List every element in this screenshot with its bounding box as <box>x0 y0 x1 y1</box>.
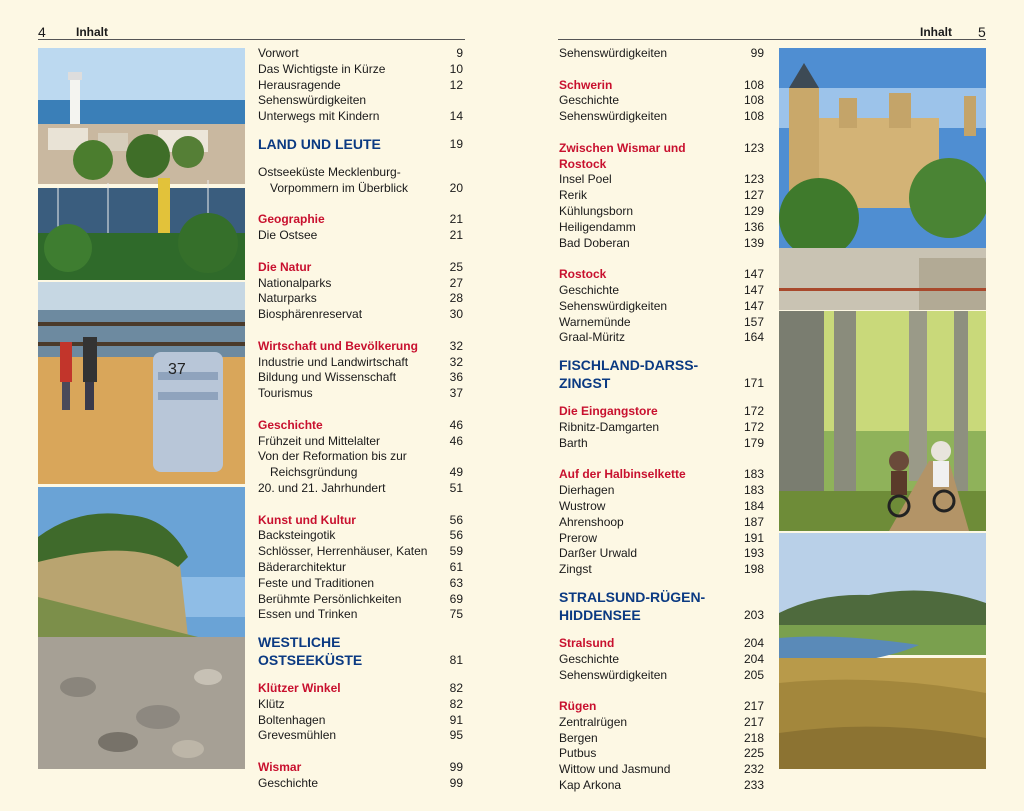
toc-entry <box>258 370 463 386</box>
toc-entry-title: Reichsgründung <box>270 465 358 480</box>
toc-entry-title: Die Natur <box>258 259 312 274</box>
toc-entry-page: 183 <box>743 467 764 482</box>
toc-entry-title: Dierhagen <box>559 483 615 498</box>
toc-entry-title: Rostock <box>559 267 607 282</box>
toc-entry-title: Rerik <box>559 188 588 203</box>
toc-entry-title: Nationalparks <box>258 275 332 290</box>
toc-entry-title: Sehenswürdigkeiten <box>559 46 668 60</box>
toc-entry-page: 63 <box>449 575 463 590</box>
toc-section-heading <box>258 633 463 669</box>
right-running-head: Inhalt <box>920 25 952 39</box>
toc-chapter-heading <box>258 418 463 434</box>
toc-entry-page: 218 <box>743 730 764 745</box>
toc-entry-page: 99 <box>449 775 463 790</box>
toc-entry <box>559 188 764 204</box>
toc-entry-title: Tourismus <box>258 386 313 401</box>
toc-entry-page: 225 <box>743 746 764 761</box>
toc-entry <box>559 715 764 731</box>
toc-entry <box>258 165 463 181</box>
toc-entry-title: WESTLICHE OSTSEEKÜSTE <box>258 634 363 669</box>
toc-entry-page: 69 <box>449 591 463 606</box>
toc-entry-page: 184 <box>743 498 764 513</box>
toc-entry <box>258 386 463 402</box>
toc-entry-title: Graal-Müritz <box>559 330 626 345</box>
toc-entry <box>559 283 764 299</box>
toc-entry-title: Klütz <box>258 696 285 711</box>
toc-entry-title: Schlösser, Herrenhäuser, Katen <box>258 544 428 559</box>
toc-entry-page: 20 <box>449 180 463 195</box>
toc-section-heading <box>559 588 764 624</box>
toc-chapter-heading <box>258 339 463 355</box>
toc-entry <box>258 576 463 592</box>
toc-chapter-heading <box>258 681 463 697</box>
toc-entry-title: Sehenswürdigkeiten <box>559 667 668 682</box>
toc-entry-page: 99 <box>449 760 463 775</box>
toc-entry <box>258 560 463 576</box>
toc-entry-page: 51 <box>449 480 463 495</box>
toc-entry-page: 32 <box>449 338 463 353</box>
toc-entry-page: 127 <box>743 188 764 203</box>
toc-entry-page: 25 <box>449 259 463 274</box>
toc-entry <box>258 728 463 744</box>
toc-entry-title: Geographie <box>258 212 325 227</box>
toc-entry <box>258 776 463 792</box>
toc-entry-page: 61 <box>449 559 463 574</box>
toc-entry-title: Bildung und Wissenschaft <box>258 370 397 385</box>
toc-entry-title: Geschichte <box>559 93 620 108</box>
toc-entry-title: Wustrow <box>559 498 606 513</box>
toc-entry <box>258 465 463 481</box>
toc-entry-title: Grevesmühlen <box>258 728 337 743</box>
toc-entry-page: 108 <box>743 109 764 124</box>
toc-entry-title: Bad Doberan <box>559 235 630 250</box>
toc-entry-page: 183 <box>743 483 764 498</box>
toc-entry <box>559 236 764 252</box>
toc-entry <box>258 181 463 197</box>
toc-entry-title: Feste und Traditionen <box>258 575 375 590</box>
toc-entry <box>258 697 463 713</box>
toc-entry-page: 14 <box>449 109 463 124</box>
toc-entry-title: Zwischen Wismar und Rostock <box>559 140 686 171</box>
toc-entry <box>559 330 764 346</box>
toc-entry <box>559 562 764 578</box>
toc-chapter-heading <box>559 467 764 483</box>
toc-entry-title: Stralsund <box>559 635 615 650</box>
toc-entry-page: 82 <box>449 681 463 696</box>
toc-entry-page: 99 <box>750 46 764 60</box>
toc-entry <box>258 355 463 371</box>
toc-entry-title: Ostseeküste Mecklenburg- <box>258 164 401 179</box>
toc-entry-title: Wismar <box>258 760 302 775</box>
toc-entry-page: 203 <box>743 607 764 622</box>
toc-entry-title: Von der Reformation bis zur <box>258 449 407 464</box>
toc-entry <box>258 62 463 78</box>
toc-entry-title: Wirtschaft und Bevölkerung <box>258 338 418 353</box>
toc-entry-page: 32 <box>449 354 463 369</box>
toc-entry <box>258 481 463 497</box>
toc-entry-page: 204 <box>743 635 764 650</box>
toc-entry-title: LAND UND LEUTE <box>258 135 381 152</box>
toc-entry-page: 139 <box>743 235 764 250</box>
toc-chapter-heading <box>559 141 764 173</box>
toc-entry-page: 37 <box>449 386 463 401</box>
toc-entry-title: Geschichte <box>559 282 620 297</box>
right-header-rule <box>558 39 986 40</box>
toc-left-column <box>258 46 463 792</box>
toc-entry-page: 19 <box>449 136 463 151</box>
cliff-coast-photo <box>38 487 245 769</box>
toc-entry-page: 187 <box>743 514 764 529</box>
toc-entry <box>559 531 764 547</box>
schwerin-castle-photo <box>779 48 986 310</box>
toc-entry-title: Klützer Winkel <box>258 681 341 696</box>
toc-entry-page: 28 <box>449 291 463 306</box>
toc-entry-page: 81 <box>449 653 463 668</box>
toc-entry-title: Barth <box>559 435 588 450</box>
hiddensee-landscape-photo <box>779 533 986 769</box>
toc-entry-title: Ribnitz-Damgarten <box>559 419 660 434</box>
toc-entry <box>258 276 463 292</box>
toc-entry-page: 172 <box>743 404 764 419</box>
toc-entry-page: 233 <box>743 778 764 793</box>
toc-entry-title: Biosphärenreservat <box>258 307 363 322</box>
toc-entry-title: FISCHLAND-DARSS-ZINGST <box>559 357 699 392</box>
toc-chapter-heading <box>559 404 764 420</box>
toc-entry-title: Das Wichtigste in Kürze <box>258 61 386 76</box>
toc-entry <box>559 668 764 684</box>
toc-entry-page: 164 <box>743 330 764 345</box>
toc-chapter-heading <box>559 78 764 94</box>
toc-entry-title: Heiligendamm <box>559 219 636 234</box>
toc-entry-page: 217 <box>743 714 764 729</box>
right-page-number: 5 <box>978 24 986 40</box>
toc-entry-title: Kunst und Kultur <box>258 512 356 527</box>
toc-entry-page: 91 <box>449 712 463 727</box>
toc-entry <box>559 172 764 188</box>
toc-entry <box>258 46 463 62</box>
toc-chapter-heading <box>258 212 463 228</box>
toc-entry <box>559 652 764 668</box>
toc-entry-title: Geschichte <box>559 651 620 666</box>
toc-entry-title: Vorpommern im Überblick <box>270 180 409 195</box>
toc-entry <box>559 420 764 436</box>
toc-entry-page: 157 <box>743 314 764 329</box>
toc-entry-page: 136 <box>743 219 764 234</box>
toc-entry <box>258 109 463 125</box>
toc-entry-title: Putbus <box>559 746 597 761</box>
toc-entry-title: Wittow und Jasmund <box>559 762 671 777</box>
toc-entry <box>559 778 764 794</box>
toc-entry <box>559 515 764 531</box>
toc-entry-page: 36 <box>449 370 463 385</box>
toc-entry-page: 21 <box>449 212 463 227</box>
toc-entry-title: Insel Poel <box>559 172 612 187</box>
toc-entry-page: 10 <box>449 61 463 76</box>
toc-entry-page: 9 <box>456 46 463 60</box>
toc-entry-title: Bergen <box>559 730 598 745</box>
toc-entry <box>559 220 764 236</box>
toc-section-heading <box>258 135 463 153</box>
toc-entry <box>559 109 764 125</box>
toc-entry-page: 56 <box>449 512 463 527</box>
toc-entry-title: 20. und 21. Jahrhundert <box>258 480 386 495</box>
toc-entry <box>258 78 463 110</box>
toc-entry-title: Bäderarchitektur <box>258 559 347 574</box>
toc-chapter-heading <box>258 760 463 776</box>
toc-entry-page: 171 <box>743 376 764 391</box>
toc-entry <box>258 713 463 729</box>
toc-entry <box>258 607 463 623</box>
toc-entry-page: 147 <box>743 267 764 282</box>
toc-entry <box>258 434 463 450</box>
toc-entry-page: 191 <box>743 530 764 545</box>
toc-entry-title: Prerow <box>559 530 598 545</box>
toc-chapter-heading <box>258 260 463 276</box>
toc-entry-title: Essen und Trinken <box>258 607 358 622</box>
toc-entry-title: Berühmte Persönlichkeiten <box>258 591 402 606</box>
toc-entry <box>258 592 463 608</box>
toc-entry-page: 56 <box>449 528 463 543</box>
toc-entry-title: Zingst <box>559 562 592 577</box>
toc-entry-title: Rügen <box>559 699 597 714</box>
toc-entry <box>559 46 764 62</box>
toc-entry <box>559 762 764 778</box>
toc-entry <box>559 499 764 515</box>
toc-entry-page: 49 <box>449 465 463 480</box>
toc-chapter-heading <box>559 636 764 652</box>
toc-entry-page: 205 <box>743 667 764 682</box>
toc-entry-page: 172 <box>743 419 764 434</box>
toc-entry <box>258 544 463 560</box>
toc-entry-page: 30 <box>449 307 463 322</box>
toc-entry-page: 12 <box>449 77 463 92</box>
toc-entry-title: Die Eingangstore <box>559 404 658 419</box>
toc-entry-page: 95 <box>449 728 463 743</box>
toc-right-column <box>559 46 764 794</box>
toc-entry-title: Auf der Halbinselkette <box>559 467 686 482</box>
toc-entry <box>258 228 463 244</box>
toc-entry <box>559 204 764 220</box>
toc-entry-page: 193 <box>743 546 764 561</box>
toc-entry <box>258 449 463 465</box>
toc-entry-page: 147 <box>743 298 764 313</box>
toc-entry-title: Industrie und Landwirtschaft <box>258 354 409 369</box>
toc-entry-title: Boltenhagen <box>258 712 326 727</box>
toc-entry-page: 204 <box>743 651 764 666</box>
toc-entry-page: 123 <box>743 140 764 155</box>
toc-entry-title: Darßer Urwald <box>559 546 638 561</box>
toc-entry-title: Herausragende Sehenswürdigkeiten <box>258 77 367 108</box>
toc-entry-title: Geschichte <box>258 417 323 432</box>
toc-entry-page: 108 <box>743 77 764 92</box>
toc-entry <box>258 291 463 307</box>
toc-entry-title: Unterwegs mit Kindern <box>258 109 380 124</box>
toc-entry-title: STRALSUND-RÜGEN- HIDDENSEE <box>559 588 706 623</box>
toc-entry <box>258 528 463 544</box>
toc-entry-page: 108 <box>743 93 764 108</box>
toc-entry-title: Sehenswürdigkeiten <box>559 298 668 313</box>
toc-entry <box>559 299 764 315</box>
toc-entry-page: 129 <box>743 203 764 218</box>
toc-entry-page: 179 <box>743 435 764 450</box>
toc-entry <box>559 436 764 452</box>
toc-entry-page: 217 <box>743 699 764 714</box>
toc-entry-page: 27 <box>449 275 463 290</box>
toc-entry-page: 147 <box>743 282 764 297</box>
toc-entry <box>559 731 764 747</box>
svg-text:37: 37 <box>168 361 186 378</box>
toc-entry <box>559 546 764 562</box>
toc-entry-title: Die Ostsee <box>258 228 318 243</box>
toc-entry <box>559 746 764 762</box>
toc-entry <box>559 315 764 331</box>
toc-entry-title: Vorwort <box>258 46 299 60</box>
toc-entry-page: 198 <box>743 562 764 577</box>
toc-entry-title: Naturparks <box>258 291 317 306</box>
harbor-lighthouse-photo <box>38 48 245 280</box>
toc-entry-page: 232 <box>743 762 764 777</box>
left-page-number: 4 <box>38 24 46 40</box>
toc-entry-page: 82 <box>449 696 463 711</box>
toc-entry-title: Backsteingotik <box>258 528 336 543</box>
toc-entry <box>258 307 463 323</box>
left-header-rule <box>38 39 465 40</box>
toc-entry-title: Ahrenshoop <box>559 514 624 529</box>
toc-chapter-heading <box>258 513 463 529</box>
toc-entry-title: Warnemünde <box>559 314 631 329</box>
toc-entry-title: Frühzeit und Mittelalter <box>258 433 381 448</box>
toc-entry-title: Schwerin <box>559 77 613 92</box>
toc-entry-page: 21 <box>449 228 463 243</box>
toc-entry-page: 46 <box>449 417 463 432</box>
toc-entry-title: Zentralrügen <box>559 714 628 729</box>
toc-section-heading <box>559 356 764 392</box>
toc-entry-title: Kap Arkona <box>559 778 622 793</box>
toc-entry-title: Geschichte <box>258 775 319 790</box>
toc-entry <box>559 483 764 499</box>
toc-entry <box>559 93 764 109</box>
toc-entry-title: Kühlungsborn <box>559 203 634 218</box>
toc-chapter-heading <box>559 267 764 283</box>
toc-entry-page: 75 <box>449 607 463 622</box>
toc-entry-page: 46 <box>449 433 463 448</box>
forest-cyclists-photo <box>779 311 986 531</box>
left-running-head: Inhalt <box>76 25 108 39</box>
toc-entry-page: 59 <box>449 544 463 559</box>
beach-chair-photo <box>38 282 245 484</box>
toc-chapter-heading <box>559 699 764 715</box>
toc-entry-page: 123 <box>743 172 764 187</box>
toc-entry-title: Sehenswürdigkeiten <box>559 109 668 124</box>
